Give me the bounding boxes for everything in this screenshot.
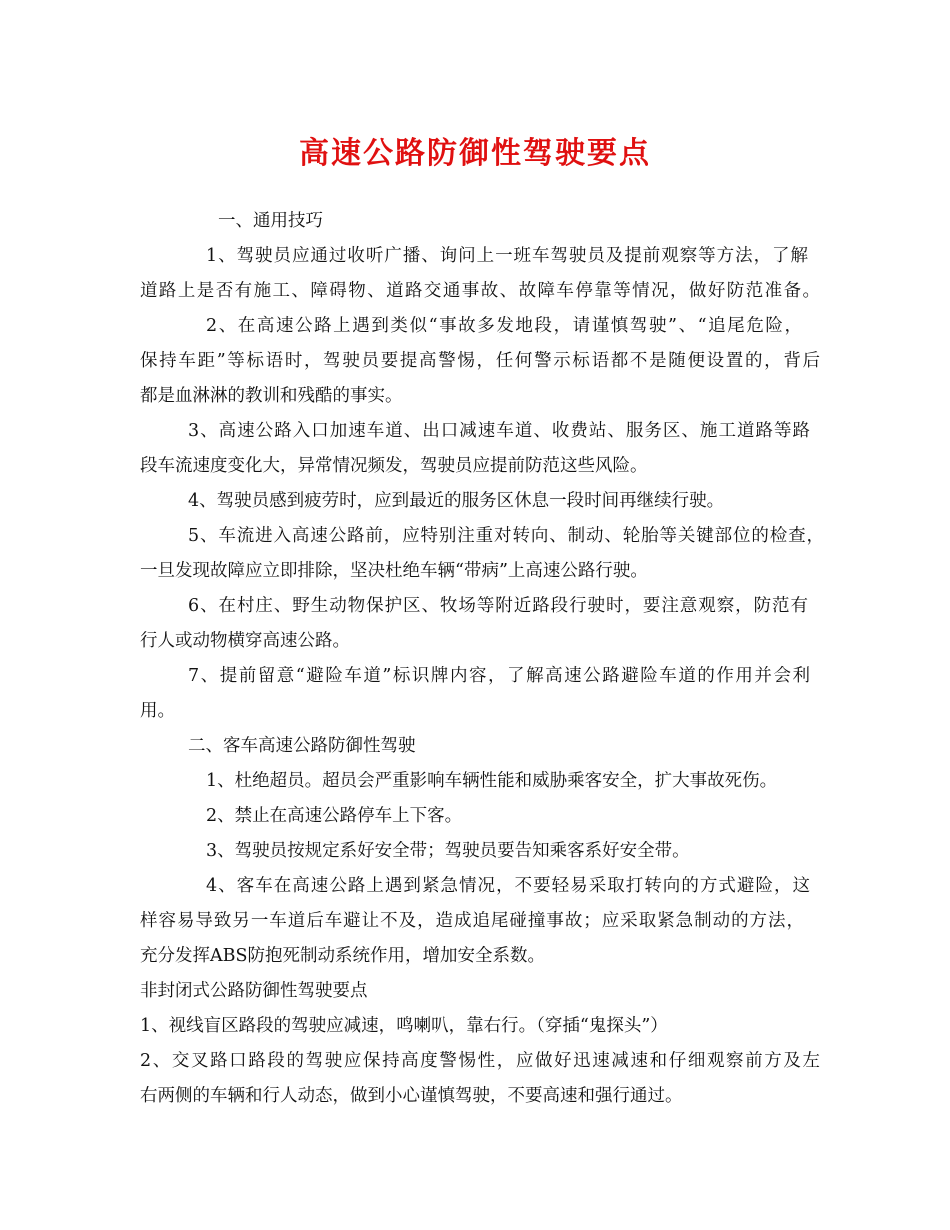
- paragraph-line: 4、客车在高速公路上遇到紧急情况，不要轻易采取打转向的方式避险，这: [206, 876, 810, 896]
- paragraph-line: 保持车距”等标语时，驾驶员要提高警惕，任何警示标语都不是随便设置的，背后: [140, 351, 820, 371]
- paragraph-line: 都是血淋淋的教训和残酷的事实。: [140, 386, 403, 406]
- paragraph-line: 4、驾驶员感到疲劳时，应到最近的服务区休息一段时间再继续行驶。: [188, 491, 725, 511]
- paragraph-line: 6、在村庄、野生动物保护区、牧场等附近路段行驶时，要注意观察，防范有: [188, 596, 808, 616]
- paragraph-line: 2、禁止在高速公路停车上下客。: [206, 806, 463, 826]
- paragraph-line: 道路上是否有施工、障碍物、道路交通事故、故障车停靠等情况，做好防范准备。: [140, 281, 820, 301]
- paragraph-line: 1、驾驶员应通过收听广播、询问上一班车驾驶员及提前观察等方法，了解: [206, 246, 808, 266]
- paragraph-line: 1、视线盲区路段的驾驶应减速，鸣喇叭，靠右行。（穿插“鬼探头”）: [140, 1016, 668, 1036]
- paragraph-line: 2、交叉路口路段的驾驶应保持高度警惕性，应做好迅速减速和仔细观察前方及左: [140, 1051, 820, 1071]
- paragraph-line: 样容易导致另一车道后车避让不及，造成追尾碰撞事故；应采取紧急制动的方法，: [140, 911, 804, 931]
- paragraph-line: 段车流速度变化大，异常情况频发，驾驶员应提前防范这些风险。: [140, 456, 648, 476]
- paragraph-line: 充分发挥ABS防抱死制动系统作用，增加安全系数。: [140, 946, 545, 966]
- paragraph-line: 1、杜绝超员。超员会严重影响车辆性能和威胁乘客安全，扩大事故死伤。: [206, 771, 778, 791]
- document-title: 高速公路防御性驾驶要点: [299, 136, 651, 171]
- paragraph-line: 行人或动物横穿高速公路。: [140, 631, 350, 651]
- paragraph-line: 用。: [140, 701, 175, 721]
- section-heading-non-closed: 非封闭式公路防御性驾驶要点: [140, 981, 368, 1001]
- paragraph-line: 2、在高速公路上遇到类似“事故多发地段，请谨慎驾驶”、“追尾危险，: [206, 316, 802, 336]
- paragraph-line: 3、高速公路入口加速车道、出口减速车道、收费站、服务区、施工道路等路: [188, 421, 810, 441]
- section-heading-general: 一、通用技巧: [218, 211, 323, 231]
- paragraph-line: 7、提前留意“避险车道”标识牌内容，了解高速公路避险车道的作用并会利: [188, 666, 810, 686]
- paragraph-line: 右两侧的车辆和行人动态，做到小心谨慎驾驶，不要高速和强行通过。: [140, 1086, 683, 1106]
- paragraph-line: 3、驾驶员按规定系好安全带；驾驶员要告知乘客系好安全带。: [206, 841, 690, 861]
- section-heading-bus: 二、客车高速公路防御性驾驶: [188, 736, 416, 756]
- paragraph-line: 一旦发现故障应立即排除，坚决杜绝车辆“带病”上高速公路行驶。: [140, 561, 648, 581]
- paragraph-line: 5、车流进入高速公路前，应特别注重对转向、制动、轮胎等关键部位的检查，: [188, 526, 824, 546]
